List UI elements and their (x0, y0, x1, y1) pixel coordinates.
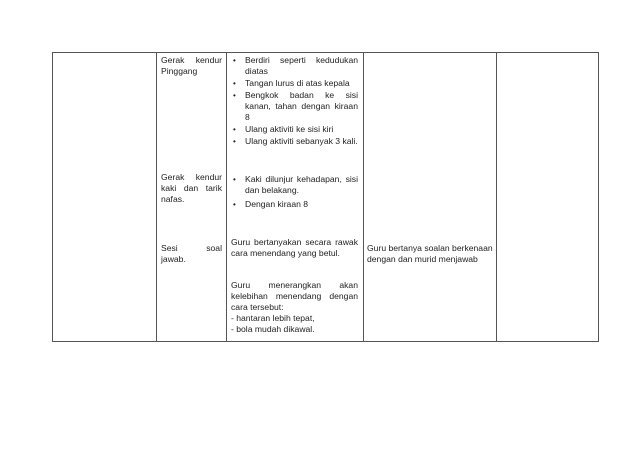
bullet-icon: • (233, 56, 236, 65)
table-col-divider-2 (156, 52, 157, 342)
bullet-icon: • (233, 91, 236, 100)
bullet-icon: • (233, 137, 236, 146)
benefit-item: - hantaran lebih tepat, (231, 313, 315, 323)
bullet-icon: • (233, 125, 236, 134)
table-col-divider-1 (52, 52, 53, 342)
bullet-icon: • (233, 79, 236, 88)
benefit-item: - bola mudah dikawal. (231, 324, 315, 334)
activity-label-leg-stretch: Gerak kendur kaki dan tarik nafas. (161, 172, 222, 204)
table-col-divider-3 (226, 52, 227, 342)
table-col-divider-4 (363, 52, 364, 342)
steps-list-leg-stretch (231, 174, 358, 210)
step-item: • Ulang aktiviti sebanyak 3 kali. (233, 136, 358, 146)
step-item: • Ulang aktiviti ke sisi kiri (233, 124, 334, 134)
teacher-response-text: Guru bertanya soalan berkenaan dengan dan murid menjawab (367, 243, 493, 264)
step-item: • Bengkok badan ke sisi kanan, tahan dengan kiraan 8 (233, 90, 358, 122)
table-bottom-border (52, 341, 599, 342)
step-item: • Kaki dilunjur kehadapan, sisi dan belakang. (233, 174, 358, 195)
table-col-divider-5 (496, 52, 497, 342)
activity-label-qa-session: Sesi soal jawab. (161, 243, 222, 264)
step-item: • Tangan lurus di atas kepala (233, 78, 350, 88)
step-item: • Berdiri seperti kedudukan diatas (233, 55, 358, 76)
bullet-icon: • (233, 200, 236, 209)
teacher-explanation-text: Guru menerangkan akan kelebihan menendang dengan cara tersebut: (231, 280, 358, 312)
benefits-list (231, 313, 358, 335)
activity-label-waist-stretch: Gerak kendur Pinggang (161, 55, 222, 76)
teacher-question-text: Guru bertanyakan secara rawak cara menendang yang betul. (231, 237, 358, 258)
steps-list-waist-stretch (231, 55, 358, 147)
bullet-icon: • (233, 175, 236, 184)
step-item: • Dengan kiraan 8 (233, 199, 309, 209)
table-top-border (52, 52, 599, 53)
table-col-divider-6 (598, 52, 599, 342)
